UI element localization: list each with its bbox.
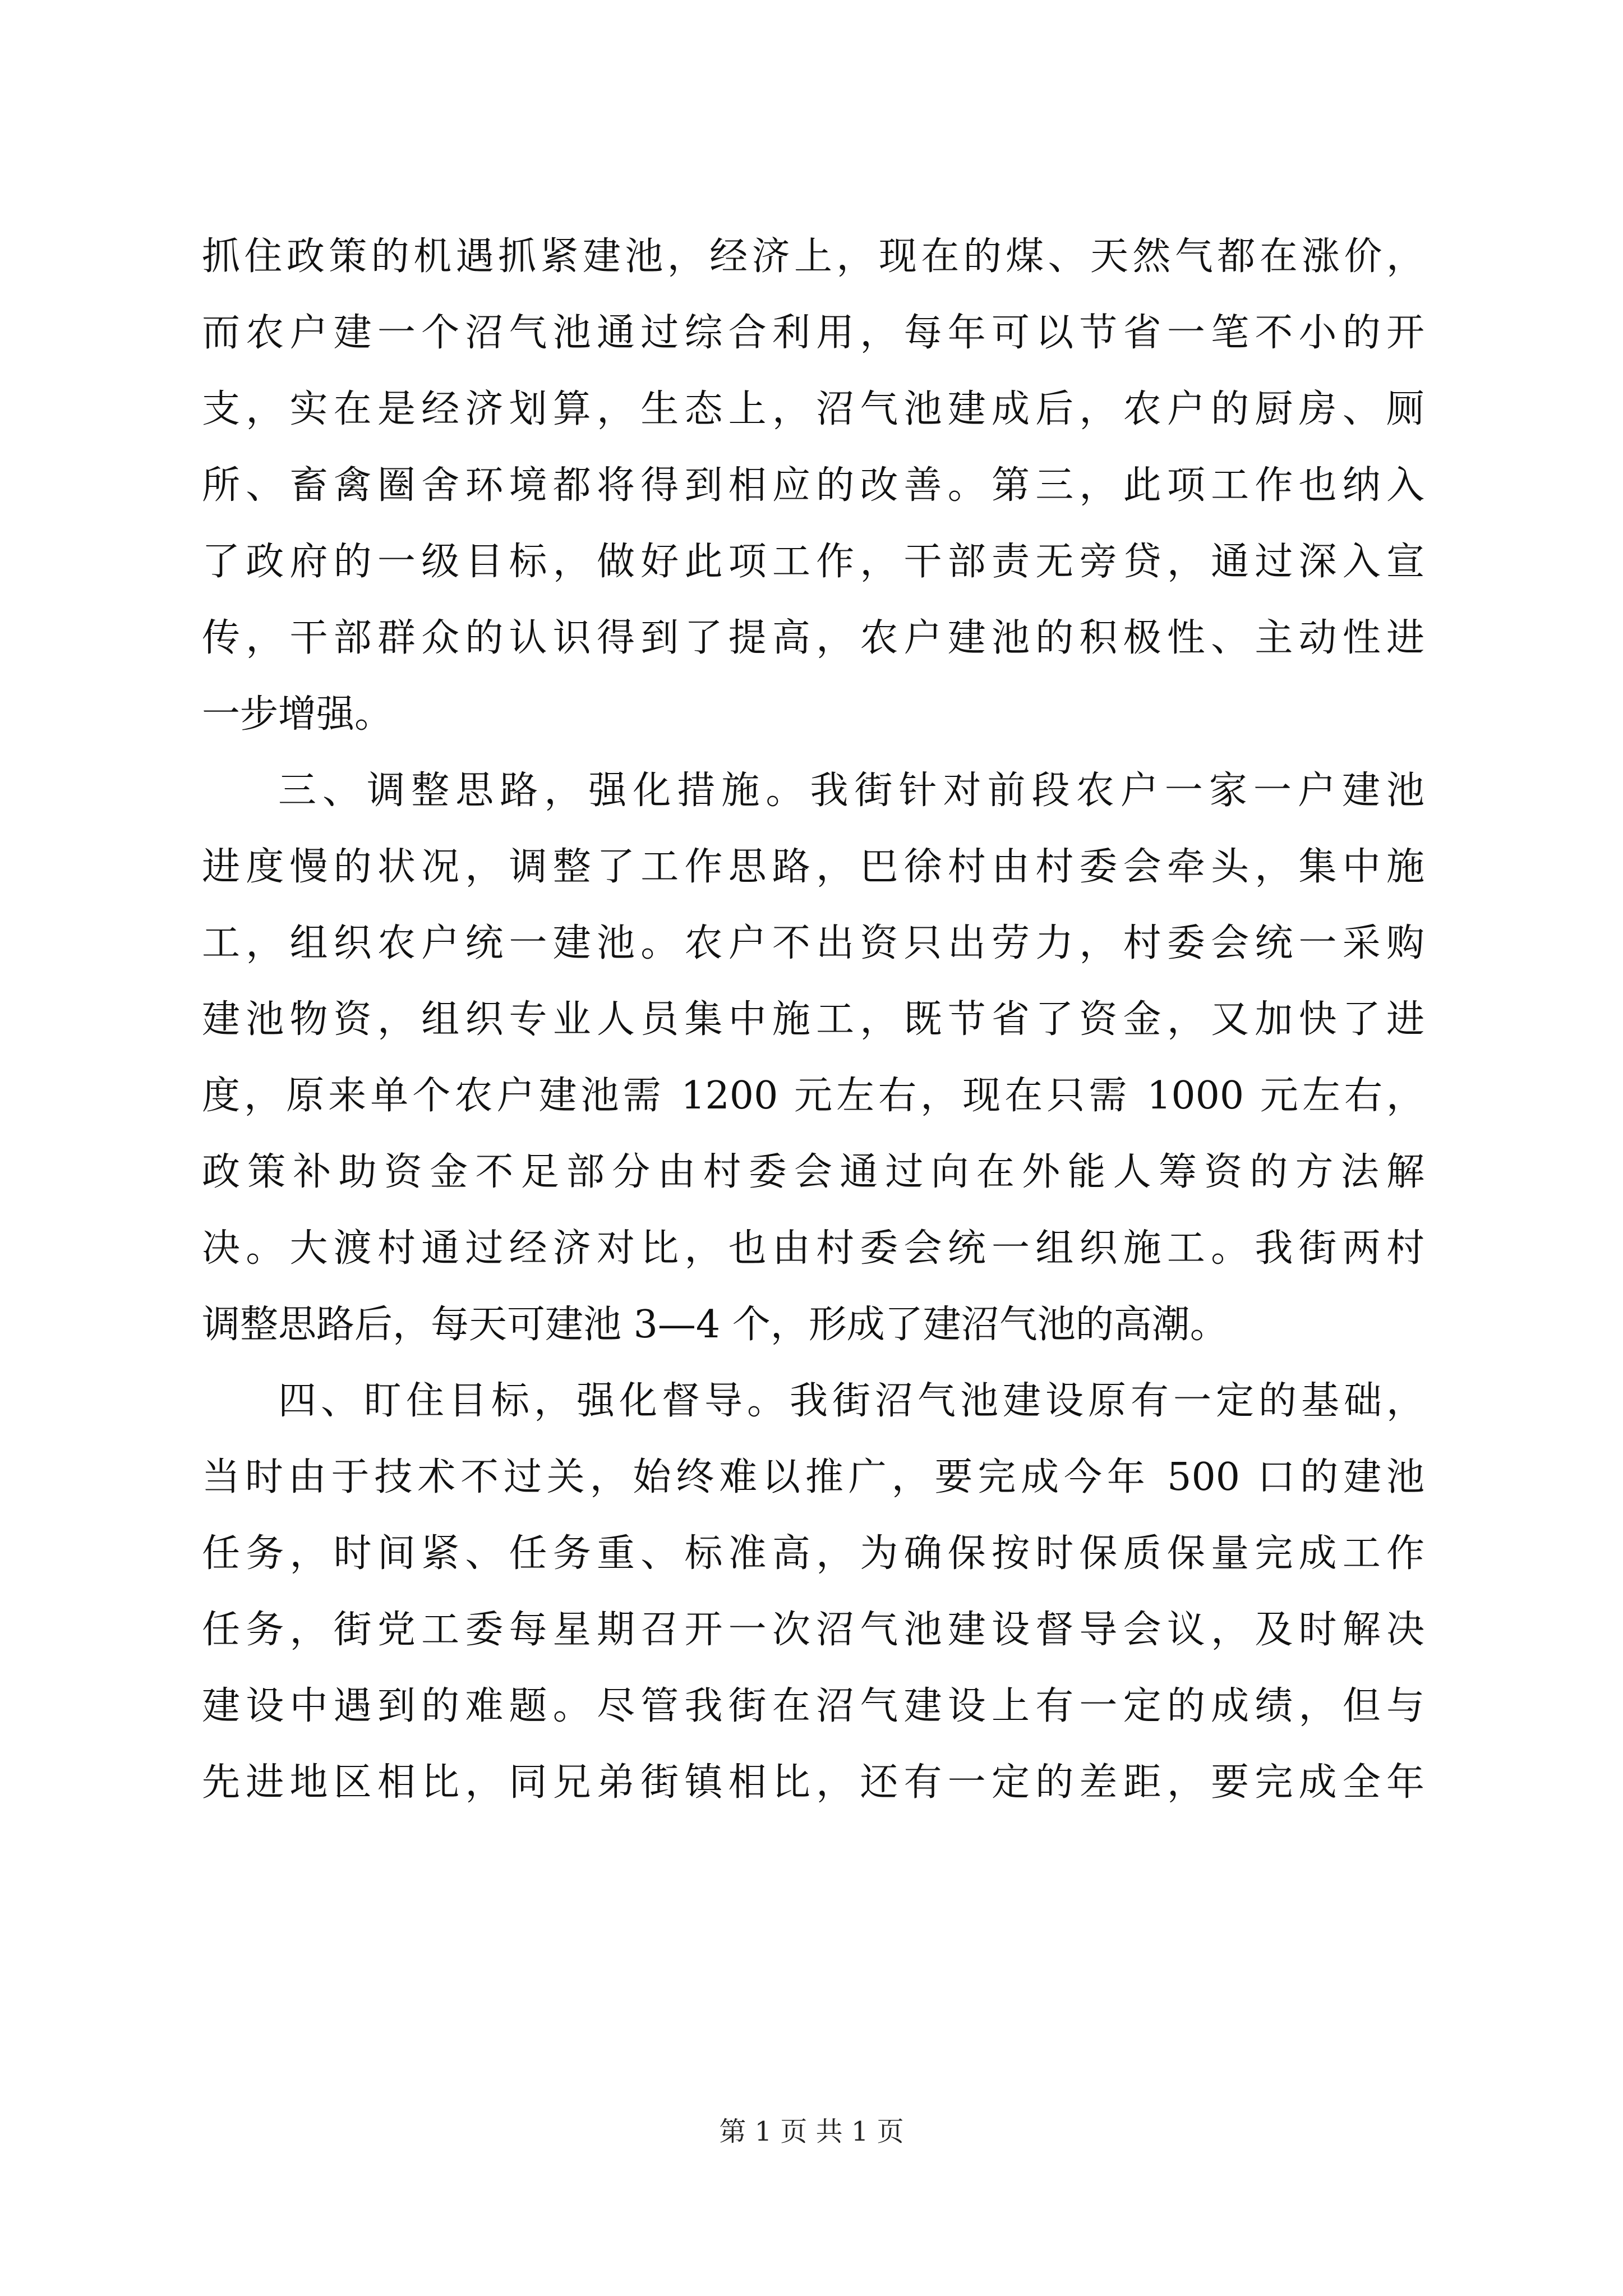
text-line: 一步增强。 (202, 692, 393, 737)
paragraph-heading-line: 三、调整思路，强化措施。我街针对前段农户一家一户建池 (278, 769, 1424, 813)
text-line: 先进地区相比，同兄弟街镇相比，还有一定的差距，要完成全年 (202, 1760, 1424, 1805)
text-line: 抓住政策的机遇抓紧建池，经济上，现在的煤、天然气都在涨价， (202, 234, 1424, 279)
text-line: 度，原来单个农户建池需 1200 元左右，现在只需 1000 元左右， (202, 1074, 1424, 1118)
text-line: 工，组织农户统一建池。农户不出资只出劳力，村委会统一采购 (202, 921, 1424, 965)
text-line: 任务，时间紧、任务重、标准高，为确保按时保质保量完成工作 (202, 1531, 1424, 1576)
text-line: 而农户建一个沼气池通过综合利用，每年可以节省一笔不小的开 (202, 311, 1424, 355)
body-text (202, 219, 1424, 1821)
text-line: 支，实在是经济划算，生态上，沼气池建成后，农户的厨房、厕 (202, 387, 1424, 431)
page-number-label: 第 1 页 共 1 页 (719, 2116, 904, 2147)
text-line: 建设中遇到的难题。尽管我街在沼气建设上有一定的成绩，但与 (202, 1684, 1424, 1728)
text-line: 传，干部群众的认识得到了提高，农户建池的积极性、主动性进 (202, 616, 1424, 660)
page-footer (0, 2115, 1623, 2148)
text-line: 进度慢的状况，调整了工作思路，巴徐村由村委会牵头，集中施 (202, 845, 1424, 889)
text-line: 调整思路后，每天可建池 3—4 个，形成了建沼气池的高潮。 (202, 1303, 1228, 1347)
text-line: 决。大渡村通过经济对比，也由村委会统一组织施工。我街两村 (202, 1226, 1424, 1271)
text-line: 所、畜禽圈舍环境都将得到相应的改善。第三，此项工作也纳入 (202, 463, 1424, 508)
text-line: 当时由于技术不过关，始终难以推广，要完成今年 500 口的建池 (202, 1455, 1424, 1499)
text-line: 任务，街党工委每星期召开一次沼气池建设督导会议，及时解决 (202, 1608, 1424, 1652)
paragraph-heading-line: 四、盯住目标，强化督导。我街沼气池建设原有一定的基础， (278, 1379, 1424, 1423)
text-line: 政策补助资金不足部分由村委会通过向在外能人筹资的方法解 (202, 1150, 1424, 1194)
text-line: 建池物资，组织专业人员集中施工，既节省了资金，又加快了进 (202, 997, 1424, 1042)
text-line: 了政府的一级目标，做好此项工作，干部责无旁贷，通过深入宣 (202, 540, 1424, 584)
